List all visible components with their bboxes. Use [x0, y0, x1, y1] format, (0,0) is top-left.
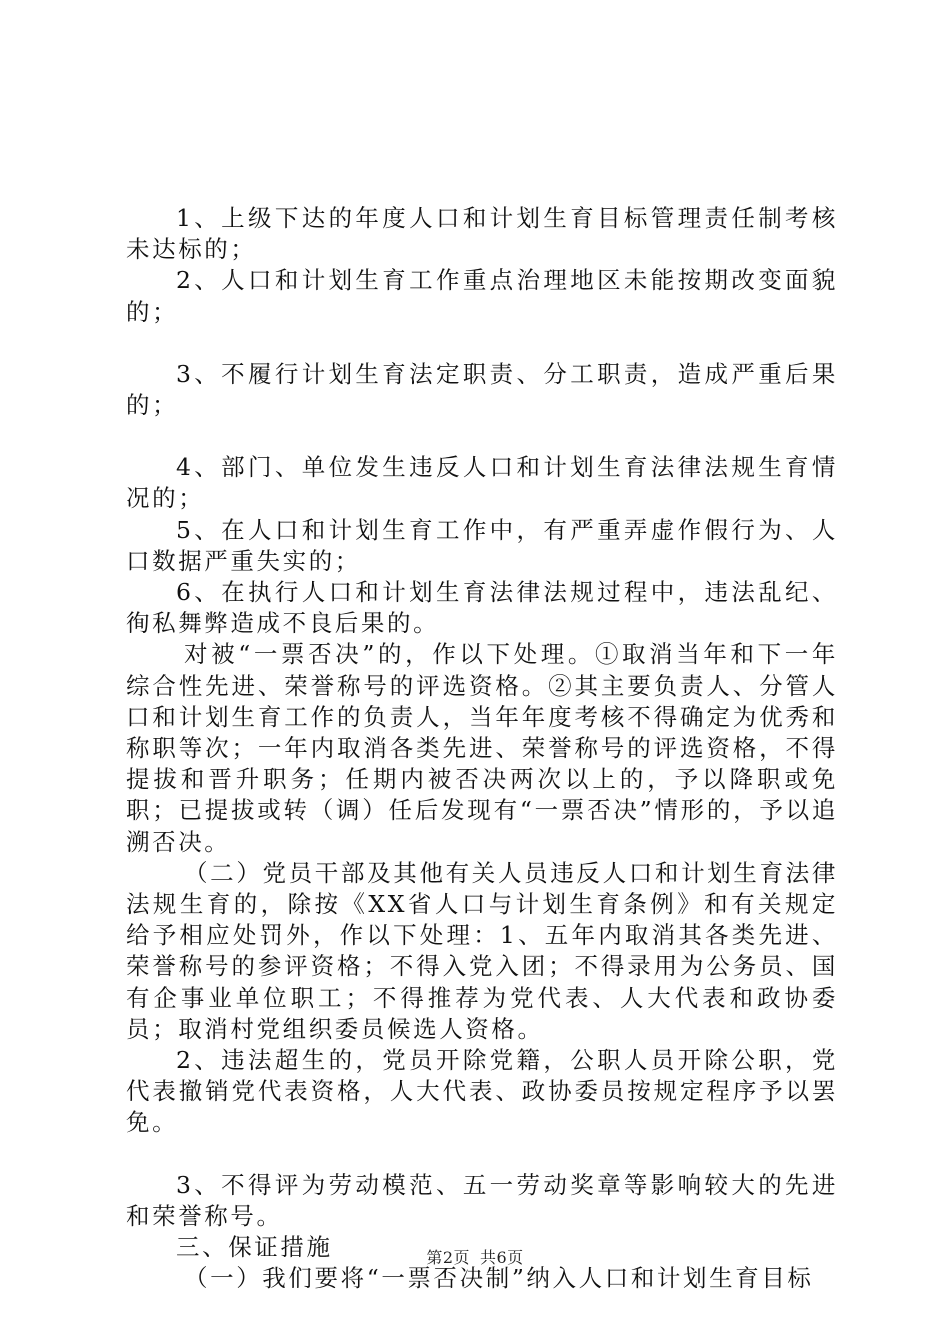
- item-3-paragraph: 3、不履行计划生育法定职责、分工职责，造成严重后果的；: [126, 359, 838, 420]
- veto-handling-paragraph: 对被“一票否决”的，作以下处理。①取消当年和下一年综合性先进、荣誉称号的评选资格。②其主要负责人、分管人口和计划生育工作的负责人，当年年度考核不得确定为优秀和称职等次；一年内取消各类先进、荣誉称号的评选资格，不得提拔和晋升职务；任期内被否决两次以上的，予以降职或免职；已提拔或转（调）任后发现有“一票否决”情形的，予以追溯否决。: [126, 640, 838, 856]
- section-two-item-2-paragraph: 2、违法超生的，党员开除党籍，公职人员开除公职，党代表撤销党代表资格，人大代表、政协委员按规定程序予以罢免。: [126, 1046, 838, 1137]
- page-total: 共6页: [480, 1248, 524, 1267]
- item-4-paragraph: 4、部门、单位发生违反人口和计划生育法律法规生育情况的；: [126, 453, 838, 513]
- body-text: [126, 203, 838, 1295]
- page-footer: [0, 1245, 950, 1268]
- section-two-paragraph: （二）党员干部及其他有关人员违反人口和计划生育法律法规生育的，除按《XX省人口与计划生育条例》和有关规定给予相应处罚外，作以下处理：1、五年内取消其各类先进、荣誉称号的参评资格；不得入党入团；不得录用为公务员、国有企事业单位职工；不得推荐为党代表、人大代表和政协委员；取消村党组织委员候选人资格。: [126, 858, 838, 1043]
- item-2-paragraph: 2、人口和计划生育工作重点治理地区未能按期改变面貌的；: [126, 266, 838, 326]
- section-three-heading: 三、保证措施: [176, 1233, 333, 1262]
- section-three-item-1-paragraph: （一）我们要将“一票否决制”纳入人口和计划生育目标: [184, 1264, 814, 1293]
- item-1-paragraph: 1、上级下达的年度人口和计划生育目标管理责任制考核未达标的；: [126, 204, 838, 264]
- item-6-paragraph: 6、在执行人口和计划生育法律法规过程中，违法乱纪、徇私舞弊造成不良后果的。: [126, 578, 838, 638]
- item-5-paragraph: 5、在人口和计划生育工作中，有严重弄虚作假行为、人口数据严重失实的；: [126, 515, 838, 575]
- section-two-item-3-paragraph: 3、不得评为劳动模范、五一劳动奖章等影响较大的先进和荣誉称号。: [126, 1170, 838, 1230]
- page-number: 第2页: [426, 1248, 470, 1267]
